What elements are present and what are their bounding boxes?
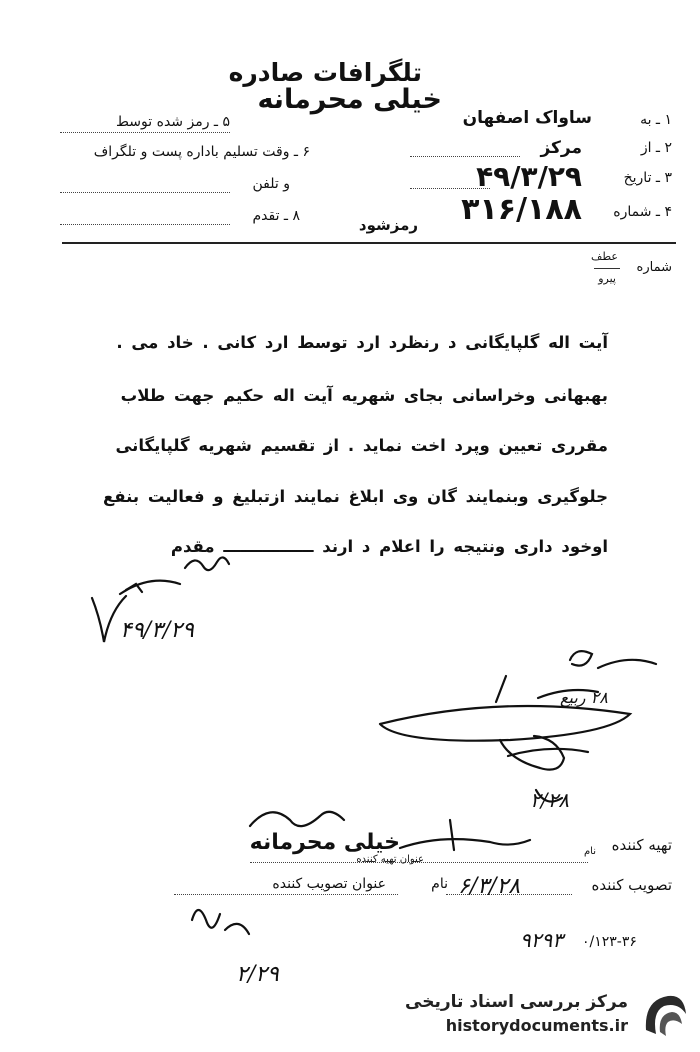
prepared-by-label: تهیه کننده <box>611 836 672 854</box>
coded-by-label: ۵ ـ رمز شده توسط <box>116 114 230 130</box>
watermark-url: historydocuments.ir <box>445 1016 628 1035</box>
body-line-3: مقرری تعیین وپرد اخت نماید . از تقسیم شهریه گلپایگانی <box>115 436 608 455</box>
watermark <box>402 990 692 1040</box>
body-line-4: جلوگیری وبنمایند گان وی ابلاغ نمایند ازتبلیغ و فعالیت بنفع <box>103 487 608 506</box>
coded-status: رمزشود <box>358 216 418 234</box>
date-label: ۳ ـ تاریخ <box>623 170 672 186</box>
handwritten-approval-date: ۶/۳/۲۸ <box>458 874 521 899</box>
ref-label: شماره <box>636 260 672 275</box>
classification-stamp: خیلی محرمانه <box>257 84 442 115</box>
from-label: ۲ ـ از <box>640 140 672 156</box>
phone-label: و تلفن <box>252 176 290 192</box>
archive-logo-icon <box>638 990 690 1040</box>
from-value: مرکز <box>540 138 582 158</box>
body-line-2: بهبهانی وخراسانی بجای شهریه آیت اله حکیم جهت طلاب <box>120 386 608 405</box>
document-code: ۰/۱۲۳-۳۶ <box>582 934 637 950</box>
delivery-label: ۶ ـ وقت تسلیم باداره پست و تلگراف <box>93 144 310 160</box>
to-label: ۱ ـ به <box>640 112 672 128</box>
handwritten-note-28: ۲۸ ربیع <box>560 688 608 707</box>
handwritten-date-note: ۴۹/۳/۲۹ <box>120 618 194 643</box>
approved-by-label: تصویب کننده <box>591 876 672 894</box>
number-value: ۳۱۶/۱۸۸ <box>461 192 582 227</box>
body-line-5: اوخود داری ونتیجه را اعلام د ارند ــــــــــــــــ مقدم <box>170 537 608 556</box>
ref-top: عطف <box>591 250 618 263</box>
number-label: ۴ ـ شماره <box>613 204 672 220</box>
approved-title-line <box>174 894 398 895</box>
body-line-1: آیت اله گلپایگانی د رنظرد ارد توسط ارد کانی . خاد می . <box>116 333 608 352</box>
approved-title-label: عنوان تصویب کننده <box>272 876 386 892</box>
priority-label: ۸ ـ تقدم <box>252 208 300 224</box>
to-value: ساواک اصفهان <box>462 108 592 128</box>
footer-classification-stamp: خیلی محرمانه <box>249 830 400 855</box>
handwritten-note-228: ۲/۲۸ <box>530 788 569 812</box>
document-title: تلگرافات صادره <box>228 58 422 87</box>
approved-name-label: نام <box>431 876 448 892</box>
prepared-name-label: نام <box>583 846 596 857</box>
watermark-title: مرکز بررسی اسناد تاریخی <box>405 992 628 1012</box>
prepared-by-line <box>250 862 588 863</box>
handwritten-bottom-date: ۲/۲۹ <box>236 962 279 987</box>
document-number: ۹۲۹۳ <box>520 928 563 952</box>
ref-bottom: پیرو <box>598 272 616 285</box>
date-value: ۴۹/۳/۲۹ <box>476 160 582 193</box>
prepared-title-label: عنوان تهیه کننده <box>356 854 424 865</box>
